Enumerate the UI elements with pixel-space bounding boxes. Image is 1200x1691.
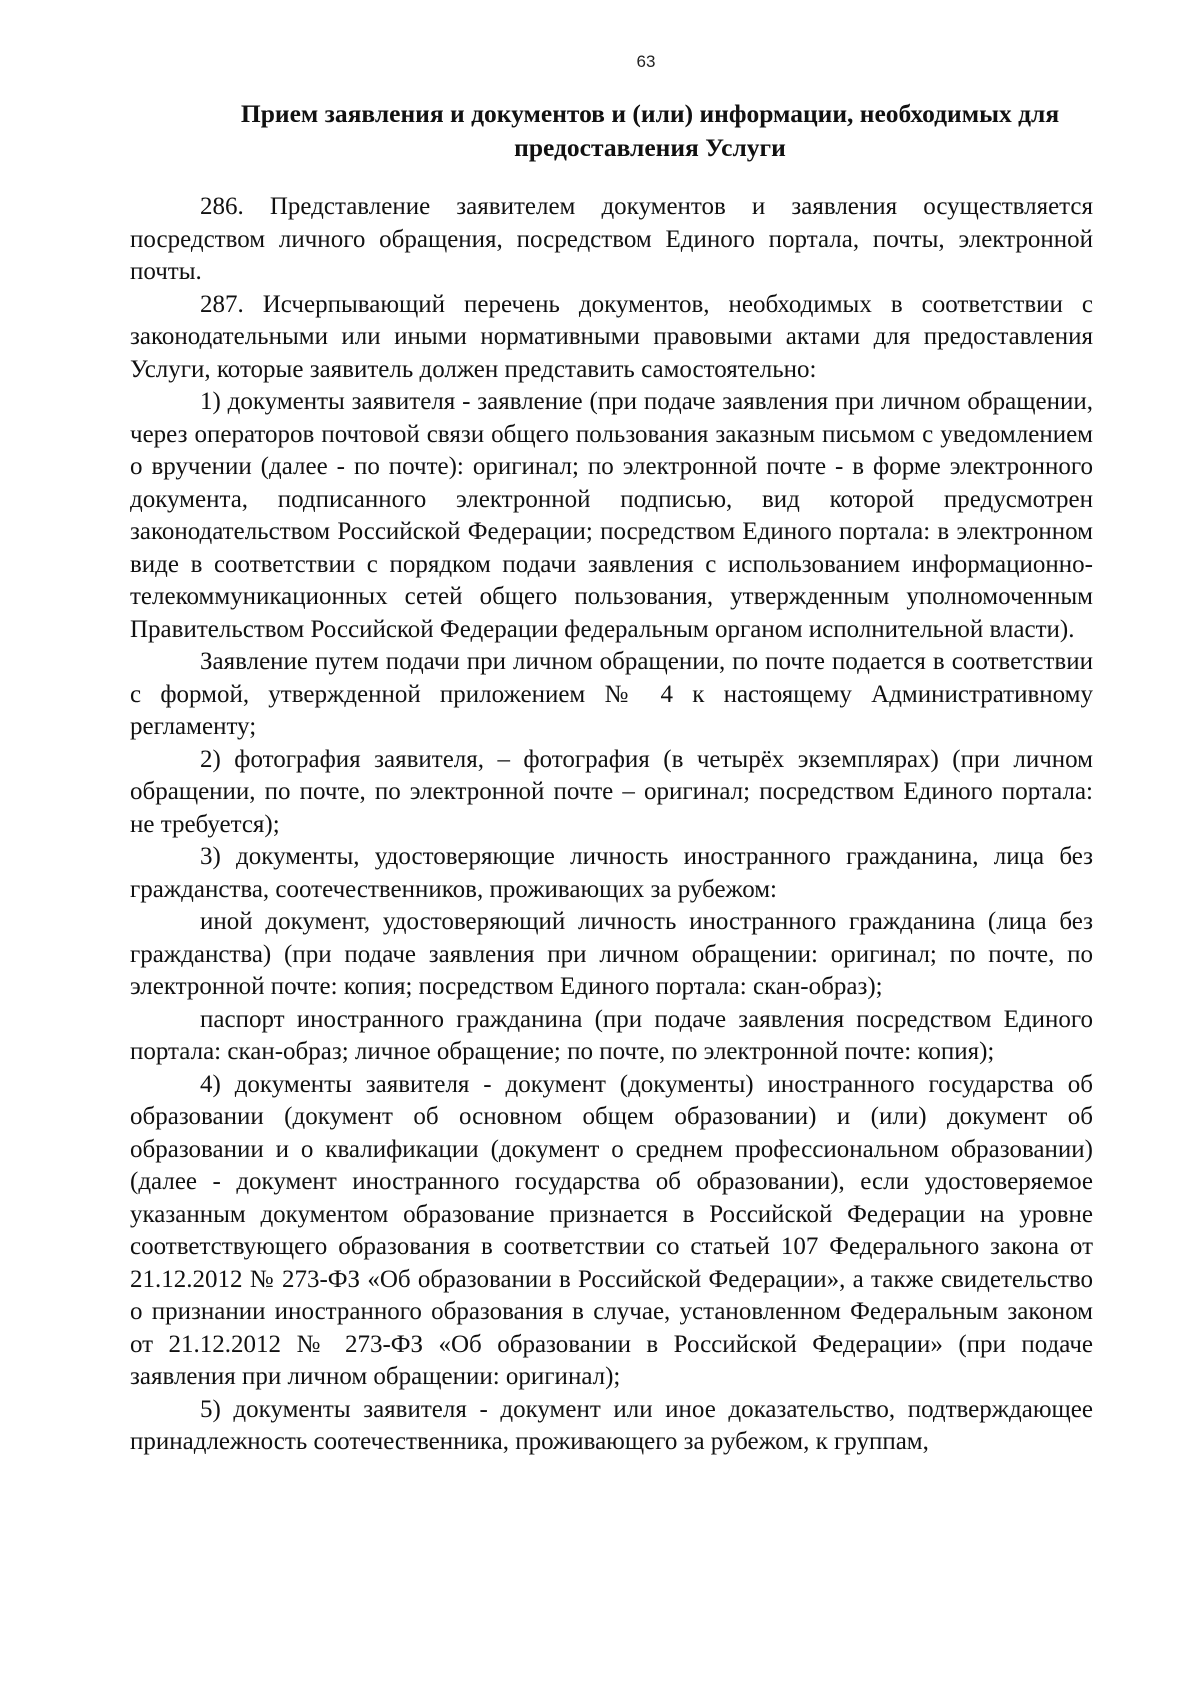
paragraph-application-form: Заявление путем подачи при личном обращении, по почте подается в соответствии с формой, утвержденной приложением № 4 к настоящему Административному регламенту; — [130, 648, 1093, 740]
list-item-3: 3) документы, удостоверяющие личность иностранного гражданина, лица без гражданства, соотечественников, проживающих за рубежом: — [130, 843, 1093, 903]
document-body — [130, 191, 1093, 1459]
paragraph-other-id-document: иной документ, удостоверяющий личность иностранного гражданина (лица без гражданства) (при подаче заявления при личном обращении: оригинал; по почте, по электронной почте: копия; посредством Единого портала: скан-образ); — [130, 908, 1093, 1000]
paragraph-287: 287. Исчерпывающий перечень документов, необходимых в соответствии с законодательными или иными нормативными правовыми актами для предоставления Услуги, которые заявитель должен представить самостоятельно: — [130, 290, 1093, 383]
list-item-4: 4) документы заявителя - документ (документы) иностранного государства об образовании (документ об основном общем образовании) и (или) документ об образовании и о квалификации (документ о среднем профессиональном образовании) (далее - документ иностранного государства об образовании), если удостоверяемое указанным документом образование признается в Российской Федерации на уровне соответствующего образования в соответствии со статьей 107 Федерального закона от 21.12.2012 № 273-ФЗ «Об образовании в Российской Федерации», а также свидетельство о признании иностранного образования в случае, установленном Федеральным законом от 21.12.2012 № 273-ФЗ «Об образовании в Российской Федерации» (при подаче заявления при личном обращении: оригинал); — [130, 1070, 1093, 1390]
page-number: 63 — [636, 52, 656, 71]
list-item-1: 1) документы заявителя - заявление (при подаче заявления при личном обращении, через операторов почтовой связи общего пользования заказным письмом с уведомлением о вручении (далее - по почте): оригинал; по электронной почте - в форме электронного документа, подписанного электронной подписью, вид которой предусмотрен законодательством Российской Федерации; посредством Единого портала: в электронном виде в соответствии с порядком подачи заявления с использованием информационно-телекоммуникационных сетей общего пользования, утвержденным уполномоченным Правительством Российской Федерации федеральным органом исполнительной власти). — [130, 388, 1093, 643]
paragraph-286: 286. Представление заявителем документов и заявления осуществляется посредством личного обращения, посредством Единого портала, почты, электронной почты. — [130, 193, 1093, 285]
list-item-5: 5) документы заявителя - документ или иное доказательство, подтверждающее принадлежность соотечественника, проживающего за рубежом, к группам, — [130, 1395, 1093, 1455]
list-item-2: 2) фотография заявителя, – фотография (в четырёх экземплярах) (при личном обращении, по почте, по электронной почте – оригинал; посредством Единого портала: не требуется); — [130, 745, 1093, 838]
paragraph-foreign-passport: паспорт иностранного гражданина (при подаче заявления посредством Единого портала: скан-образ; личное обращение; по почте, по электронной почте: копия); — [130, 1005, 1093, 1065]
section-heading: Прием заявления и документов и (или) информации, необходимых для предоставления Услуги — [240, 99, 1060, 162]
